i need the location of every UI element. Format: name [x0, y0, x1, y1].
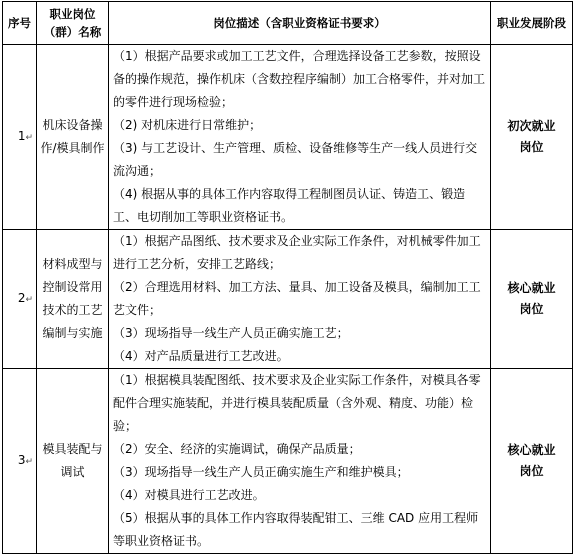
position-name: 机床设备操作/模具制作	[37, 45, 109, 230]
position-description	[109, 369, 491, 554]
table-row	[3, 369, 573, 554]
position-description	[109, 230, 491, 369]
table-header-row	[3, 2, 573, 45]
position-description	[109, 45, 491, 230]
duty-item: （3）现场指导一线生产人员正确实施工艺；	[113, 326, 349, 340]
duty-item: （2）合理选用材料、加工方法、量具、加工设备及模具，编制加工工艺文件；	[113, 280, 481, 317]
job-positions-table	[2, 1, 573, 554]
position-name: 材料成型与控制设常用技术的工艺编制与实施	[37, 230, 109, 369]
position-name: 模具装配与调试	[37, 369, 109, 554]
duty-item: （1）根据模具装配图纸、技术要求及企业实际工作条件，对模具各零配件合理实施装配，并进行模具装配质量（含外观、精度、功能）检验；	[113, 373, 481, 433]
row-index: 1↵	[3, 45, 37, 230]
duty-item: （4）对产品质量进行工艺改进。	[113, 349, 289, 363]
header-description: 岗位描述（含职业资格证书要求）	[109, 2, 491, 45]
duty-item: （5）根据从事的具体工作内容取得装配钳工、三维 CAD 应用工程师等职业资格证书。	[113, 511, 479, 548]
header-index: 序号	[3, 2, 37, 45]
duty-item: （4) 根据从事的具体工作内容取得工程制图员认证、铸造工、锻造工、电切削加工等职业资格证书。	[113, 187, 466, 224]
duty-item: （2) 对机床进行日常维护；	[113, 118, 262, 132]
table-row	[3, 45, 573, 230]
header-career-stage: 职业发展阶段	[491, 2, 573, 45]
duty-item: （2）安全、经济的实施调试，确保产品质量；	[113, 442, 361, 456]
row-index: 3↵	[3, 369, 37, 554]
duty-item: （1）根据产品要求或加工工艺文件，合理选择设备工艺参数，按照设备的操作规范，操作机床（含数控程序编制）加工合格零件，并对加工的零件进行现场检验；	[113, 49, 486, 109]
duty-item: （1）根据产品图纸、技术要求及企业实际工作条件，对机械零件加工进行工艺分析，安排工艺路线；	[113, 234, 481, 271]
duty-item: （3) 与工艺设计、生产管理、质检、设备维修等生产一线人员进行交流沟通；	[113, 141, 478, 178]
header-position-name: 职业岗位（群）名称	[37, 2, 109, 45]
career-stage: 核心就业岗位	[491, 230, 573, 369]
career-stage: 核心就业岗位	[491, 369, 573, 554]
career-stage: 初次就业岗位	[491, 45, 573, 230]
duty-item: （4）对模具进行工艺改进。	[113, 488, 265, 502]
table-row	[3, 230, 573, 369]
duty-item: （3）现场指导一线生产人员正确实施生产和维护模具；	[113, 465, 409, 479]
row-index: 2↵	[3, 230, 37, 369]
